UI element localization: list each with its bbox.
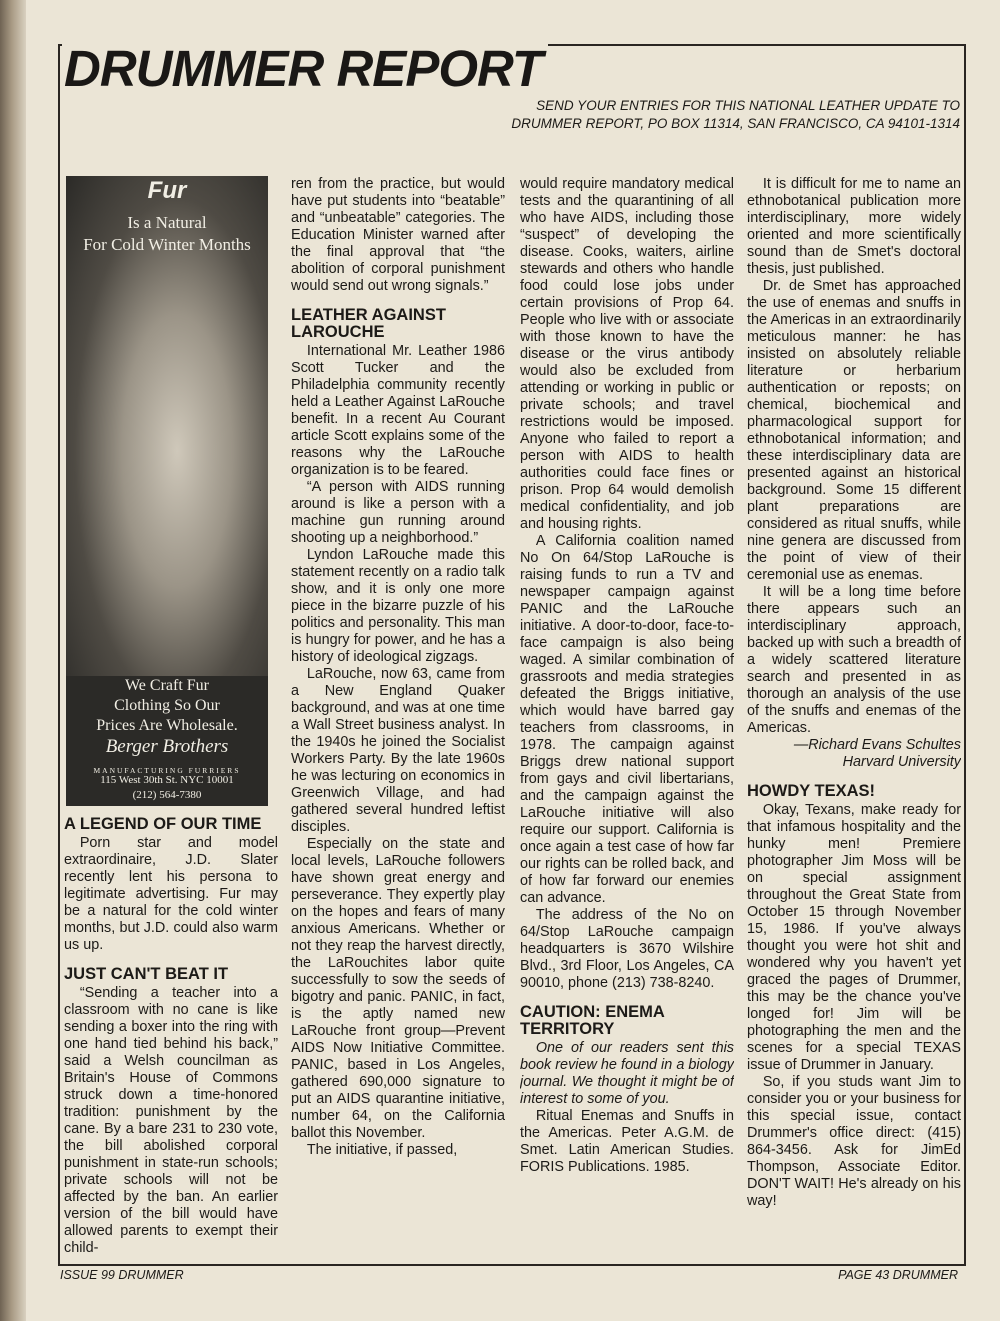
ad-phone: (212) 564-7380 bbox=[132, 789, 202, 801]
ad-body-2: Clothing So Our bbox=[114, 697, 220, 714]
masthead-title: DRUMMER REPORT bbox=[62, 38, 548, 100]
paragraph: Especially on the state and local levels, LaRouche followers have shown great energy and perseverance. They expertly play on the hopes and fears of many anxious Americans. Whether or not they reap the harvest directly, the LaRouchites labor quite successfully to sow the seeds of bigotry and panic. PANIC, in fact, is the aptly named new LaRouche front group—Prevent AIDS Now Initiative Committee. PANIC, based in Los Angeles, gathered 690,000 signature to put an AIDS quarantine initiative, number 64, on the California ballot this November. bbox=[291, 836, 505, 1141]
footer-page-number: PAGE 43 DRUMMER bbox=[838, 1268, 958, 1282]
ad-tagline-1: Is a Natural bbox=[127, 213, 207, 232]
ad-body-3: Prices Are Wholesale. bbox=[96, 717, 238, 734]
ad-headline: Fur bbox=[147, 177, 187, 204]
headline-cant-beat-it: JUST CAN'T BEAT IT bbox=[64, 965, 229, 983]
paragraph: It will be a long time before there appears such an interdisciplinary approach, backed up with such a breadth of a widely scattered literature search and presented in as thorough an analysis of the use of the snuffs and enemas of the Americas. bbox=[747, 584, 961, 736]
paragraph: LaRouche, now 63, came from a New England Quaker background, and was at one time a Wall Street business analyst. In the 1940s he joined the Socialist Workers Party. By the late 1960s he was lecturing on economics in Greenwich Village, and had gathered several hundred leftist disciples. bbox=[291, 666, 505, 835]
paragraph: “A person with AIDS running around is like a person with a machine gun running around shooting up a neighborhood.” bbox=[291, 479, 505, 546]
headline-enema-territory: CAUTION: ENEMA TERRITORY bbox=[520, 1003, 665, 1038]
paragraph: “Sending a teacher into a classroom with no cane is like sending a boxer into the ring with one hand tied behind his back,” said a Welsh councilman as Britain's House of Commons struck down a time-honored tradition: punishment by the cane. By a bare 231 to 230 vote, the bill abolished corporal punishment in state-run schools; private schools will not be affected by the ban. An earlier version of the bill would have allowed parents to exempt their child- bbox=[64, 985, 278, 1256]
paragraph: ren from the practice, but would have put students into “beatable” and “unbeatable” categories. The Education Minister warned after the final approval that “the abolition of corporal punishment would send out wrong signals.” bbox=[291, 176, 505, 294]
column-3 bbox=[520, 176, 734, 1266]
paragraph: A California coalition named No On 64/Stop LaRouche is raising funds to run a TV and newspaper campaign against PANIC and the LaRouche initiative. A door-to-door, face-to-face campaign is also being waged. A similar combination of grassroots and media strategies defeated the Briggs initiative, which would have barred gay teachers from classrooms, in 1978. The campaign against Briggs drew national support from gays and civil libertarians, and the campaign against the LaRouche initiative will also require our support. California is once again a test case of how far our rights can be rolled back, and of how far forward our enemies can advance. bbox=[520, 533, 734, 906]
ad-tagline bbox=[66, 212, 268, 256]
ad-body bbox=[66, 676, 268, 736]
headline-legend: A LEGEND OF OUR TIME bbox=[64, 815, 262, 833]
paragraph: would require mandatory medical tests and the quarantining of all who have AIDS, including those “suspect” of developing the disease. Cooks, waiters, airline stewards and others who handle food could lose jobs under certain provisions of Prop 64. People who live with or associate with those known to have the disease or the virus antibody would also be excluded from attending or working in public or private schools; and travel restrictions would be imposed. Anyone who failed to report a person with AIDS to health authorities could face fines or prison. Prop 64 would demolish medical confidentiality, and job and housing rights. bbox=[520, 176, 734, 532]
paragraph: Lyndon LaRouche made this statement recently on a radio talk show, and it is only one more piece in the bizarre puzzle of his politics and personality. This man is hungry for power, and he has a history of ideological zigzags. bbox=[291, 547, 505, 665]
subtitle-line-1: SEND YOUR ENTRIES FOR THIS NATIONAL LEATHER UPDATE TO bbox=[536, 98, 960, 113]
paragraph: One of our readers sent this book review he found in a biology journal. We thought it might be of interest to some of you. bbox=[520, 1040, 734, 1107]
review-affiliation: Harvard University bbox=[842, 754, 961, 770]
paragraph: It is difficult for me to name an ethnobotanical publication more interdisciplinary, more widely oriented and more scientifically sound than de Smet's doctoral thesis, just published. bbox=[747, 176, 961, 277]
column-2 bbox=[291, 176, 505, 1266]
ad-address: 115 West 30th St. NYC 10001 bbox=[100, 774, 234, 786]
headline-leather-against-larouche: LEATHER AGAINST LAROUCHE bbox=[291, 306, 446, 341]
paragraph: Porn star and model extraordinaire, J.D. Slater recently lent his persona to legitimate advertising. Fur may be a natural for the cold winter months, but J.D. could also warm us up. bbox=[64, 835, 278, 953]
column-1 bbox=[64, 176, 278, 1266]
ad-tagline-2: For Cold Winter Months bbox=[83, 235, 251, 254]
paragraph: Ritual Enemas and Snuffs in the Americas. Peter A.G.M. de Smet. Latin American Studies. FORIS Publications. 1985. bbox=[520, 1108, 734, 1175]
review-signature: —Richard Evans Schultes bbox=[793, 737, 961, 753]
fur-advertisement bbox=[66, 176, 268, 806]
ad-brand-sub: MANUFACTURING FURRIERS bbox=[93, 766, 241, 775]
paragraph: International Mr. Leather 1986 Scott Tucker and the Philadelphia community recently held a Leather Against LaRouche benefit. In a recent Au Courant article Scott explains some of the reasons why the LaRouche organization is to be feared. bbox=[291, 343, 505, 478]
paragraph: Okay, Texans, make ready for that infamous hospitality and the hunky men! Premiere photographer Jim Moss will be on special assignment throughout the Great State from October 15 through November 15, 1986. If you've always thought you were hot shit and wondered why you haven't yet graced the pages of Drummer, this may be the chance you've longed for! Jim will be photographing the men and the scenes for a special TEXAS issue of Drummer in January. bbox=[747, 802, 961, 1073]
footer-issue: ISSUE 99 DRUMMER bbox=[60, 1268, 184, 1282]
paragraph: The initiative, if passed, bbox=[306, 1142, 458, 1158]
masthead-subtitle bbox=[511, 97, 960, 133]
headline-howdy-texas: HOWDY TEXAS! bbox=[747, 782, 876, 800]
ad-body-1: We Craft Fur bbox=[124, 677, 210, 694]
paragraph: The address of the No on 64/Stop LaRouche campaign headquarters is 3670 Wilshire Blvd., 3rd Floor, Los Angeles, CA 90010, phone (213) 738-8240. bbox=[520, 907, 734, 991]
ad-brand: Berger Brothers bbox=[105, 736, 229, 757]
column-4 bbox=[747, 176, 961, 1266]
subtitle-line-2: DRUMMER REPORT, PO BOX 11314, SAN FRANCISCO, CA 94101-1314 bbox=[511, 116, 960, 131]
paragraph: Dr. de Smet has approached the use of enemas and snuffs in the Americas in an extraordinarily meticulous manner: he has insisted on absolutely reliable literature or herbarium authentication or reposts; on chemical, biochemical and pharmacological support for ethnobotanical information; and these interdisciplinary data are presented against an historical background. Some 15 different plant preparations are considered as ritual snuffs, while nine genera are discussed from the point of view of their ceremonial use as enemas. bbox=[747, 278, 961, 583]
paragraph: So, if you studs want Jim to consider you or your business for this special issue, contact Drummer's office direct: (415) 864-3456. Ask for JimEd Thompson, Associate Editor. DON'T WAIT! He's already on his way! bbox=[747, 1074, 961, 1209]
page-spine-shadow bbox=[0, 0, 26, 1321]
